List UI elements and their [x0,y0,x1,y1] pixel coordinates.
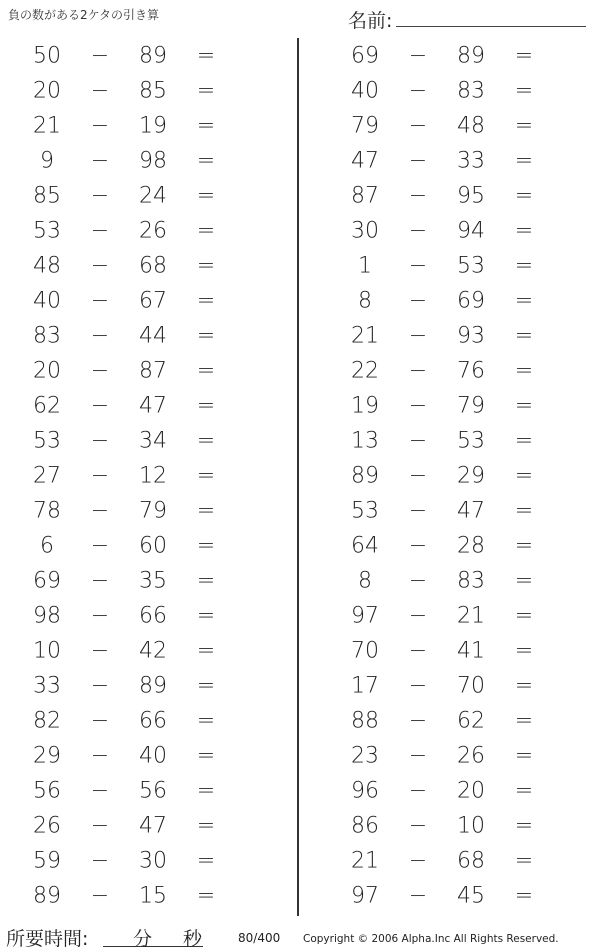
minuend: 53 [33,218,61,243]
equals-sign: = [514,428,534,453]
minus-sign: − [90,253,110,278]
equals-sign: = [514,778,534,803]
minus-sign: − [408,113,428,138]
minus-sign: − [408,498,428,523]
problem-row [0,318,270,353]
minus-sign: − [90,778,110,803]
minus-sign: − [90,78,110,103]
equals-sign: = [514,883,534,908]
worksheet-title: 負の数がある2ケタの引き算 [8,8,160,22]
minuend: 48 [33,253,61,278]
problem-row [318,493,588,528]
problem-row [318,73,588,108]
minus-sign: − [408,218,428,243]
problem-row [0,248,270,283]
equals-sign: = [514,568,534,593]
minus-sign: − [90,603,110,628]
subtrahend: 47 [139,813,167,838]
subtrahend: 53 [457,253,485,278]
subtrahend: 53 [457,428,485,453]
problem-row [318,143,588,178]
subtrahend: 42 [139,638,167,663]
minus-sign: − [90,708,110,733]
problem-count: 80/400 [238,931,281,945]
problem-row [0,283,270,318]
column-divider [297,38,299,916]
subtrahend: 56 [139,778,167,803]
subtrahend: 67 [139,288,167,313]
subtrahend: 26 [139,218,167,243]
minus-sign: − [408,183,428,208]
problem-row [0,598,270,633]
problem-row [318,318,588,353]
problem-row [318,703,588,738]
minuend: 86 [351,813,379,838]
minus-sign: − [90,568,110,593]
problem-row [318,38,588,73]
equals-sign: = [514,218,534,243]
minuend: 56 [33,778,61,803]
equals-sign: = [514,743,534,768]
equals-sign: = [514,358,534,383]
problem-row [318,563,588,598]
subtrahend: 89 [139,43,167,68]
subtrahend: 47 [457,498,485,523]
minus-sign: − [408,253,428,278]
minuend: 89 [33,883,61,908]
problem-row [0,563,270,598]
minuend: 79 [351,113,379,138]
problem-row [318,283,588,318]
minuend: 40 [33,288,61,313]
equals-sign: = [514,638,534,663]
copyright-notice: Copyright © 2006 Alpha.Inc All Rights Reserved. [303,933,559,945]
minuend: 21 [351,323,379,348]
minus-sign: − [408,463,428,488]
equals-sign: = [196,568,216,593]
problem-row [0,458,270,493]
subtrahend: 33 [457,148,485,173]
problem-row [0,143,270,178]
minuend: 20 [33,358,61,383]
minuend: 78 [33,498,61,523]
problem-row [318,458,588,493]
subtrahend: 62 [457,708,485,733]
subtrahend: 95 [457,183,485,208]
equals-sign: = [514,393,534,418]
minus-sign: − [90,218,110,243]
minus-sign: − [90,638,110,663]
problem-row [0,353,270,388]
equals-sign: = [196,113,216,138]
minus-sign: − [90,883,110,908]
equals-sign: = [514,603,534,628]
equals-sign: = [196,848,216,873]
subtrahend: 98 [139,148,167,173]
subtrahend: 89 [139,673,167,698]
minuend: 69 [33,568,61,593]
problem-row [318,248,588,283]
subtrahend: 85 [139,78,167,103]
subtrahend: 79 [139,498,167,523]
minus-sign: − [408,428,428,453]
minuend: 82 [33,708,61,733]
minus-sign: − [408,323,428,348]
minuend: 19 [351,393,379,418]
minuend: 89 [351,463,379,488]
subtrahend: 93 [457,323,485,348]
minus-sign: − [90,323,110,348]
minuend: 1 [358,253,372,278]
subtrahend: 21 [457,603,485,628]
minuend: 83 [33,323,61,348]
equals-sign: = [514,113,534,138]
subtrahend: 19 [139,113,167,138]
equals-sign: = [196,673,216,698]
minuend: 21 [33,113,61,138]
minuend: 10 [33,638,61,663]
subtrahend: 94 [457,218,485,243]
subtrahend: 10 [457,813,485,838]
subtrahend: 34 [139,428,167,453]
subtrahend: 48 [457,113,485,138]
problem-row [0,73,270,108]
subtrahend: 45 [457,883,485,908]
right-problem-column [318,38,588,913]
minuend: 17 [351,673,379,698]
minuend: 26 [33,813,61,838]
problem-row [318,633,588,668]
minuend: 88 [351,708,379,733]
equals-sign: = [196,428,216,453]
problem-row [318,178,588,213]
problem-row [318,738,588,773]
subtrahend: 79 [457,393,485,418]
subtrahend: 24 [139,183,167,208]
problem-row [318,843,588,878]
minuend: 33 [33,673,61,698]
subtrahend: 12 [139,463,167,488]
equals-sign: = [196,743,216,768]
problem-row [318,773,588,808]
problem-row [0,213,270,248]
minus-sign: − [90,673,110,698]
equals-sign: = [514,253,534,278]
equals-sign: = [196,323,216,348]
minutes-label: 分 [133,928,153,950]
equals-sign: = [196,638,216,663]
equals-sign: = [514,78,534,103]
minuend: 27 [33,463,61,488]
subtrahend: 69 [457,288,485,313]
equals-sign: = [514,708,534,733]
subtrahend: 68 [457,848,485,873]
minuend: 85 [33,183,61,208]
minuend: 87 [351,183,379,208]
minus-sign: − [90,43,110,68]
equals-sign: = [514,183,534,208]
problem-row [0,493,270,528]
minuend: 8 [358,288,372,313]
equals-sign: = [196,393,216,418]
equals-sign: = [196,218,216,243]
minus-sign: − [90,813,110,838]
problem-row [0,38,270,73]
minus-sign: − [408,358,428,383]
equals-sign: = [196,813,216,838]
minuend: 20 [33,78,61,103]
minuend: 96 [351,778,379,803]
subtrahend: 30 [139,848,167,873]
problem-row [0,843,270,878]
equals-sign: = [196,533,216,558]
problem-row [0,528,270,563]
subtrahend: 83 [457,78,485,103]
equals-sign: = [196,498,216,523]
subtrahend: 76 [457,358,485,383]
minuend: 40 [351,78,379,103]
equals-sign: = [514,813,534,838]
minuend: 53 [33,428,61,453]
minuend: 98 [33,603,61,628]
subtrahend: 70 [457,673,485,698]
minuend: 64 [351,533,379,558]
minus-sign: − [408,778,428,803]
minus-sign: − [408,638,428,663]
seconds-label: 秒 [183,928,203,950]
subtrahend: 60 [139,533,167,558]
subtrahend: 89 [457,43,485,68]
equals-sign: = [514,43,534,68]
equals-sign: = [196,78,216,103]
subtrahend: 40 [139,743,167,768]
minus-sign: − [90,743,110,768]
subtrahend: 66 [139,708,167,733]
minus-sign: − [408,568,428,593]
subtrahend: 83 [457,568,485,593]
equals-sign: = [514,323,534,348]
minus-sign: − [408,883,428,908]
minus-sign: − [408,533,428,558]
equals-sign: = [196,463,216,488]
minus-sign: − [408,603,428,628]
problem-row [318,528,588,563]
subtrahend: 68 [139,253,167,278]
minus-sign: − [90,393,110,418]
equals-sign: = [514,463,534,488]
equals-sign: = [196,603,216,628]
minuend: 29 [33,743,61,768]
equals-sign: = [196,708,216,733]
problem-row [0,808,270,843]
problem-row [318,108,588,143]
problem-row [318,878,588,913]
minuend: 13 [351,428,379,453]
minus-sign: − [90,113,110,138]
minuend: 23 [351,743,379,768]
minuend: 50 [33,43,61,68]
time-taken-label: 所要時間: [6,928,89,950]
problem-row [0,668,270,703]
equals-sign: = [196,43,216,68]
minuend: 62 [33,393,61,418]
equals-sign: = [514,673,534,698]
problem-row [318,423,588,458]
equals-sign: = [196,778,216,803]
name-label: 名前: [348,10,393,32]
problem-row [318,668,588,703]
subtrahend: 87 [139,358,167,383]
subtrahend: 35 [139,568,167,593]
minus-sign: − [408,708,428,733]
name-field-line [396,26,586,27]
left-problem-column [0,38,270,913]
subtrahend: 66 [139,603,167,628]
minuend: 30 [351,218,379,243]
equals-sign: = [514,498,534,523]
problem-row [318,808,588,843]
minuend: 69 [351,43,379,68]
minus-sign: − [90,148,110,173]
minus-sign: − [408,43,428,68]
minuend: 97 [351,883,379,908]
minuend: 70 [351,638,379,663]
equals-sign: = [196,288,216,313]
subtrahend: 29 [457,463,485,488]
problem-row [318,213,588,248]
equals-sign: = [514,848,534,873]
subtrahend: 44 [139,323,167,348]
subtrahend: 20 [457,778,485,803]
minus-sign: − [90,428,110,453]
minuend: 9 [40,148,54,173]
equals-sign: = [196,148,216,173]
minus-sign: − [408,743,428,768]
problem-row [318,598,588,633]
minus-sign: − [90,358,110,383]
minuend: 59 [33,848,61,873]
subtrahend: 26 [457,743,485,768]
problem-row [0,773,270,808]
problem-row [0,178,270,213]
minuend: 47 [351,148,379,173]
equals-sign: = [196,253,216,278]
minuend: 6 [40,533,54,558]
minus-sign: − [90,463,110,488]
subtrahend: 41 [457,638,485,663]
problem-row [0,423,270,458]
problem-row [0,633,270,668]
minus-sign: − [90,498,110,523]
problem-row [318,353,588,388]
minus-sign: − [90,848,110,873]
minus-sign: − [90,288,110,313]
minuend: 97 [351,603,379,628]
minuend: 21 [351,848,379,873]
problem-row [318,388,588,423]
minuend: 53 [351,498,379,523]
subtrahend: 28 [457,533,485,558]
equals-sign: = [196,358,216,383]
problem-row [0,108,270,143]
minus-sign: − [408,78,428,103]
equals-sign: = [514,148,534,173]
minus-sign: − [90,183,110,208]
problem-row [0,738,270,773]
minus-sign: − [408,288,428,313]
problem-row [0,388,270,423]
equals-sign: = [196,183,216,208]
minus-sign: − [408,813,428,838]
minus-sign: − [408,393,428,418]
problem-row [0,703,270,738]
subtrahend: 47 [139,393,167,418]
equals-sign: = [514,288,534,313]
problem-row [0,878,270,913]
minus-sign: − [408,148,428,173]
minus-sign: − [408,848,428,873]
subtrahend: 15 [139,883,167,908]
minus-sign: − [408,673,428,698]
minuend: 22 [351,358,379,383]
equals-sign: = [514,533,534,558]
minuend: 8 [358,568,372,593]
equals-sign: = [196,883,216,908]
minus-sign: − [90,533,110,558]
